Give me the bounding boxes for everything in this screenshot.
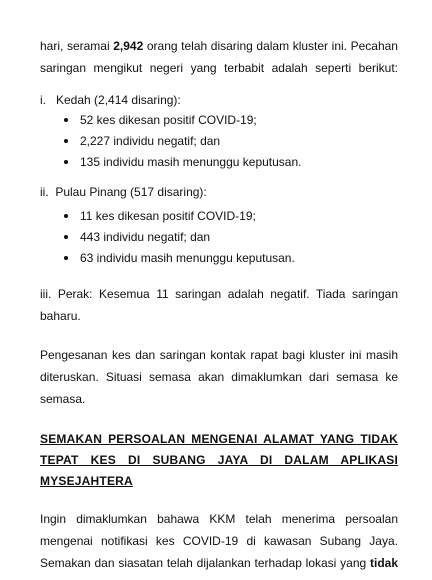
- perak-line-2: baharu.: [40, 309, 81, 323]
- pengesanan-line-1: Pengesanan kes dan saringan kontak rapat bagi kluster ini masih: [40, 348, 398, 362]
- kedah-bullet-text: 135 individu masih menunggu keputusan.: [80, 155, 302, 169]
- kedah-bullet-text: 52 kes dikesan positif COVID-19;: [80, 113, 257, 127]
- closing-line-1: Ingin dimaklumkan bahawa KKM telah menerima persoalan: [40, 512, 398, 526]
- kedah-heading: i. Kedah (2,414 disaring):: [40, 93, 181, 107]
- perak-line-1: iii. Perak: Kesemua 11 saringan adalah negatif. Tiada saringan: [40, 287, 398, 301]
- bullet-dot-icon: [64, 256, 68, 260]
- bullet-dot-icon: [64, 139, 68, 143]
- section-heading-line-2: TEPAT KES DI SUBANG JAYA DI DALAM APLIKASI: [40, 453, 398, 467]
- kedah-bullet-item: [64, 112, 394, 128]
- screened-total: 2,942: [113, 39, 144, 53]
- bullet-dot-icon: [64, 118, 68, 122]
- section-heading-line-3: MYSEJAHTERA: [40, 474, 133, 488]
- section-heading-line-1: SEMAKAN PERSOALAN MENGENAI ALAMAT YANG TIDAK: [40, 432, 398, 446]
- intro-line-1: [40, 38, 398, 54]
- pengesanan-line-3: semasa.: [40, 392, 86, 406]
- closing-line-3-bold: tidak: [369, 556, 398, 570]
- pulau-pinang-bullet-text: 63 individu masih menunggu keputusan.: [80, 251, 295, 265]
- intro-line-2: saringan mengikut negeri yang terbabit adalah seperti berikut:: [40, 61, 398, 75]
- kedah-bullet-item: [64, 133, 394, 149]
- closing-line-2: mengenai notifikasi kes COVID-19 di kawasan Subang Jaya.: [40, 534, 398, 548]
- pulau-pinang-bullet-text: 443 individu negatif; dan: [80, 230, 211, 244]
- kedah-bullet-item: [64, 154, 394, 170]
- intro-line-1-after: orang telah disaring dalam kluster ini. Pecahan: [143, 39, 398, 53]
- bullet-dot-icon: [64, 235, 68, 239]
- pengesanan-line-2: diteruskan. Situasi semasa akan dimaklumkan dari semasa ke: [40, 370, 398, 384]
- pulau-pinang-bullet-item: [64, 208, 394, 224]
- pulau-pinang-bullet-item: [64, 250, 394, 266]
- pulau-pinang-heading: ii. Pulau Pinang (517 disaring):: [40, 185, 207, 199]
- pulau-pinang-bullet-text: 11 kes dikesan positif COVID-19;: [80, 209, 256, 223]
- pulau-pinang-bullet-item: [64, 229, 394, 245]
- intro-line-1-before: hari, seramai: [40, 39, 114, 53]
- bullet-dot-icon: [64, 160, 68, 164]
- closing-line-3-text: Semakan dan siasatan telah dijalankan terhadap lokasi yang: [40, 556, 370, 570]
- kedah-bullet-text: 2,227 individu negatif; dan: [80, 134, 221, 148]
- bullet-dot-icon: [64, 214, 68, 218]
- closing-line-3: [40, 555, 398, 571]
